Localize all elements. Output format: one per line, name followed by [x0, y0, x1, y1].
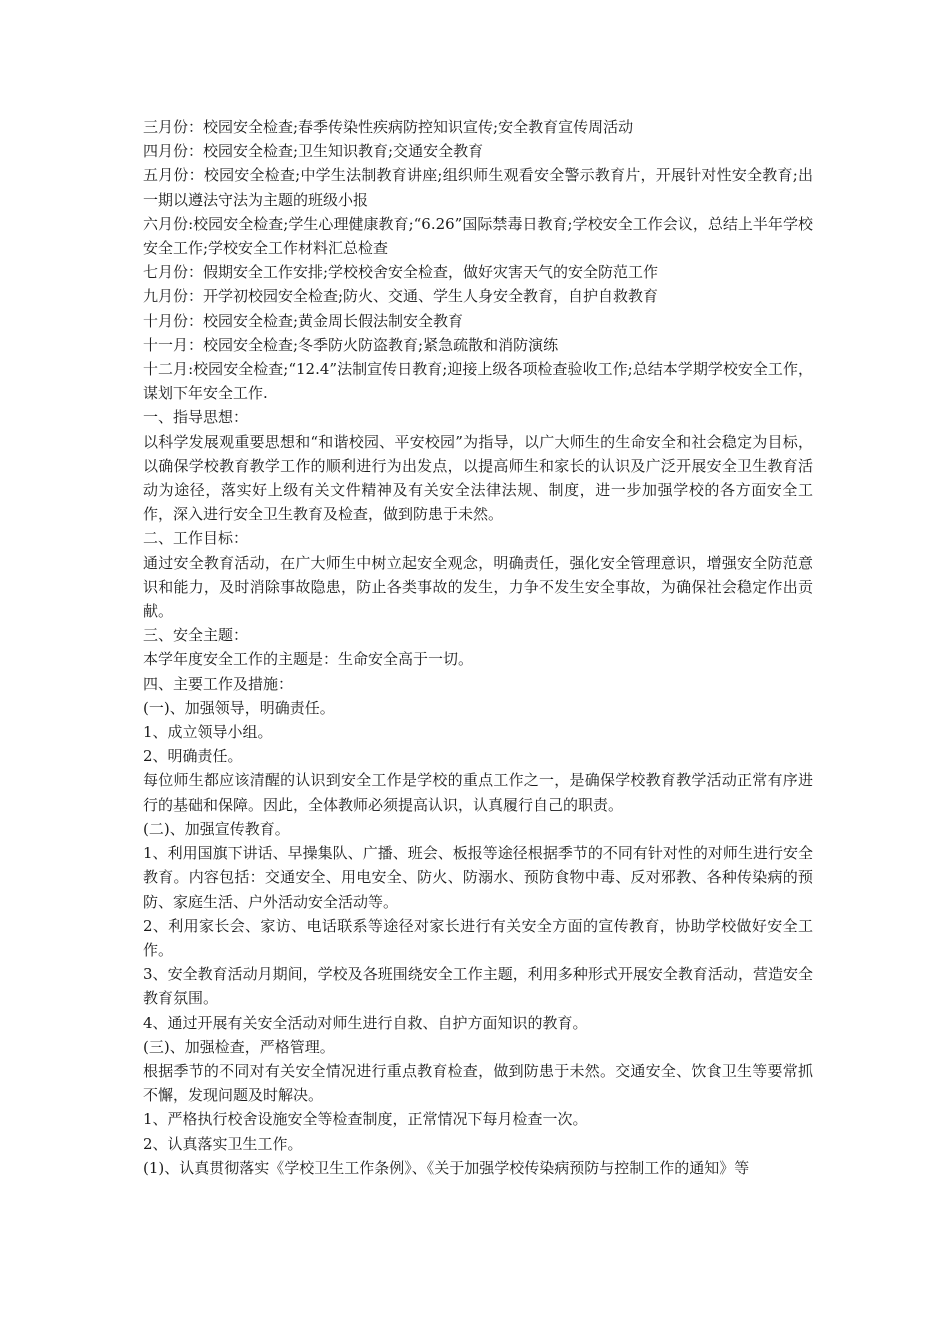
plan-november: 十一月：校园安全检查;冬季防火防盗教育;紧急疏散和消防演练 — [143, 335, 559, 354]
list-item: 3、安全教育活动月期间，学校及各班围绕安全工作主题，利用多种形式开展安全教育活动，营造安全教育氛围。 — [143, 965, 813, 1008]
document-page — [143, 115, 813, 1180]
section-heading-safety-theme: 三、安全主题： — [143, 626, 249, 645]
work-goals-body: 通过安全教育活动，在广大师生中树立起安全观念，明确责任，强化安全管理意识，增强安全防范意识和能力，及时消除事故隐患，防止各类事故的发生，力争不发生安全事故，为确保社会稳定作出贡献。 — [143, 553, 813, 621]
subheading-publicity: (二)、加强宣传教育。 — [143, 819, 290, 838]
subheading-leadership: (一)、加强领导，明确责任。 — [143, 698, 335, 717]
plan-april: 四月份：校园安全检查;卫生知识教育;交通安全教育 — [143, 142, 484, 161]
list-item: 2、明确责任。 — [143, 747, 243, 766]
plan-july: 七月份：假期安全工作安排;学校校舍安全检查，做好灾害天气的安全防范工作 — [143, 263, 659, 282]
subheading-inspection: (三)、加强检查，严格管理。 — [143, 1037, 335, 1056]
list-item: 4、通过开展有关安全活动对师生进行自救、自护方面知识的教育。 — [143, 1013, 588, 1032]
guiding-thought-body: 以科学发展观重要思想和“和谐校园、平安校园”为指导，以广大师生的生命安全和社会稳定为目标，以确保学校教育教学工作的顺利进行为出发点，以提高师生和家长的认识及广泛开展安全卫生教育活动为途径，落实好上级有关文件精神及有关安全法律法规、制度，进一步加强学校的各方面安全工作，深入进行安全卫生教育及检查，做到防患于未然。 — [143, 432, 813, 524]
plan-october: 十月份：校园安全检查;黄金周长假法制安全教育 — [143, 311, 464, 330]
plan-june: 六月份:校园安全检查;学生心理健康教育;“6.26”国际禁毒日教育;学校安全工作会议，总结上半年学校安全工作;学校安全工作材料汇总检查 — [143, 214, 813, 258]
list-item: (1)、认真贯彻落实《学校卫生工作条例》、《关于加强学校传染病预防与控制工作的通知》等 — [143, 1158, 750, 1177]
plan-december: 十二月:校园安全检查;“12.4”法制宣传日教育;迎接上级各项检查验收工作;总结本学期学校安全工作，谋划下年安全工作. — [143, 360, 813, 403]
inspection-body: 根据季节的不同对有关安全情况进行重点教育检查，做到防患于未然。交通安全、饮食卫生等要常抓不懈，发现问题及时解决。 — [143, 1061, 813, 1105]
list-item: 1、成立领导小组。 — [143, 723, 273, 742]
section-heading-work-goals: 二、工作目标： — [143, 529, 249, 548]
plan-may: 五月份：校园安全检查;中学生法制教育讲座;组织师生观看安全警示教育片，开展针对性安全教育;出一期以遵法守法为主题的班级小报 — [143, 166, 813, 209]
plan-september: 九月份：开学初校园安全检查;防火、交通、学生人身安全教育，自护自救教育 — [143, 287, 659, 306]
section-heading-main-work: 四、主要工作及措施： — [143, 674, 294, 693]
list-item: 2、利用家长会、家访、电话联系等途径对家长进行有关安全方面的宣传教育，协助学校做好安全工作。 — [143, 916, 813, 959]
list-item: 1、严格执行校舍设施安全等检查制度，正常情况下每月检查一次。 — [143, 1110, 588, 1129]
safety-theme-body: 本学年度安全工作的主题是：生命安全高于一切。 — [143, 650, 474, 669]
plan-march: 三月份：校园安全检查;春季传染性疾病防控知识宣传;安全教育宣传周活动 — [143, 118, 634, 136]
responsibility-body: 每位师生都应该清醒的认识到安全工作是学校的重点工作之一，是确保学校教育教学活动正常有序进行的基础和保障。因此，全体教师必须提高认识，认真履行自己的职责。 — [143, 771, 813, 814]
list-item: 1、利用国旗下讲话、早操集队、广播、班会、板报等途径根据季节的不同有针对性的对师生进行安全教育。内容包括：交通安全、用电安全、防火、防溺水、预防食物中毒、反对邪教、各种传染病的预防、家庭生活、户外活动安全活动等。 — [143, 844, 813, 911]
section-heading-guiding-thought: 一、指导思想： — [143, 408, 249, 427]
list-item: 2、认真落实卫生工作。 — [143, 1134, 303, 1153]
